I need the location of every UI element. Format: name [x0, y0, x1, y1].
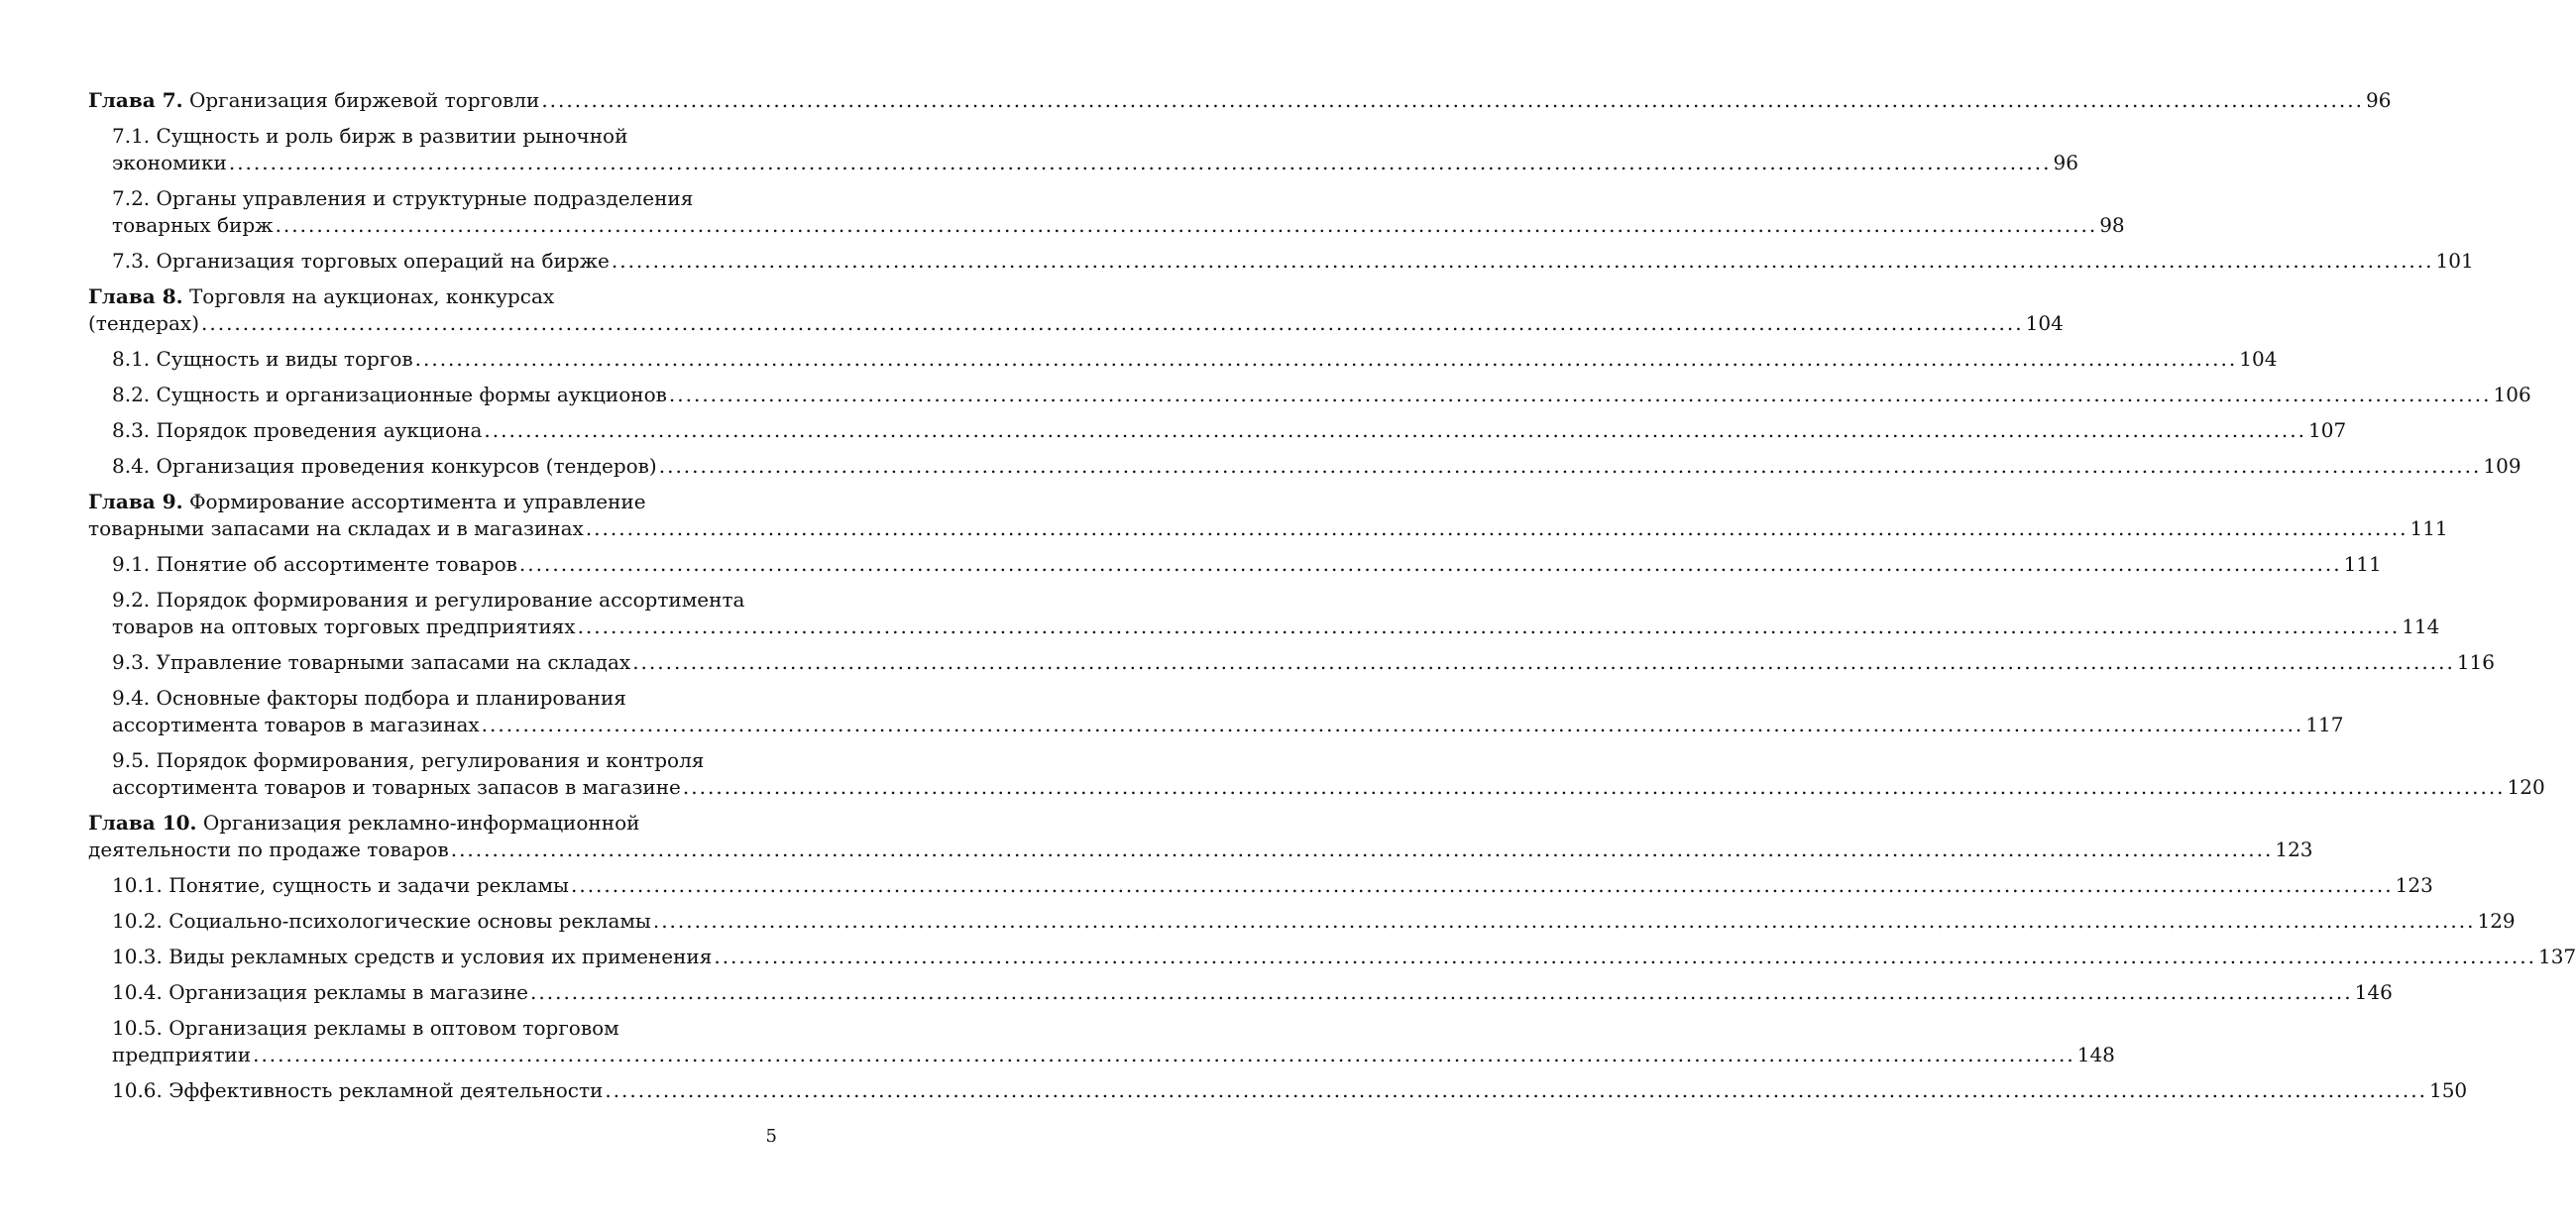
toc-entry-line	[112, 212, 2125, 239]
page-ref: 106	[2493, 383, 2531, 406]
toc-entry-line	[112, 747, 777, 774]
toc-section-entry	[88, 685, 2344, 738]
page-ref: 123	[2395, 873, 2433, 897]
page-ref: 101	[2435, 249, 2474, 273]
section-title: 8.1. Сущность и виды торгов	[112, 347, 413, 371]
page-ref: 107	[2308, 418, 2347, 442]
toc-entry-line	[112, 123, 777, 150]
toc-section-entry	[88, 649, 2496, 676]
dot-leader: ............................................................................................................................................................................................................................	[585, 516, 2408, 540]
section-title: 10.5. Организация рекламы в оптовом торговом	[112, 1016, 619, 1040]
chapter-label: Глава 9.	[88, 490, 183, 513]
chapter-title: (тендерах)	[88, 311, 199, 335]
page-ref: 148	[2076, 1043, 2115, 1066]
toc-section-entry	[88, 908, 2516, 935]
dot-leader: ............................................................................................................................................................................................................................	[253, 1043, 2075, 1066]
toc-chapter-entry	[88, 283, 2064, 337]
toc-section-entry	[88, 1077, 2468, 1104]
dot-leader: ............................................................................................................................................................................................................................	[652, 909, 2476, 933]
dot-leader: ............................................................................................................................................................................................................................	[414, 347, 2238, 371]
toc-section-entry	[88, 944, 2576, 970]
toc-entry-line	[112, 614, 2440, 640]
section-title: ассортимента товаров в магазинах	[112, 713, 480, 736]
page-ref: 114	[2402, 614, 2440, 638]
toc-entry-text	[112, 248, 610, 275]
dot-leader: ............................................................................................................................................................................................................................	[275, 213, 2098, 237]
chapter-label: Глава 10.	[88, 811, 197, 835]
section-title: 7.3. Организация торговых операций на бирже	[112, 249, 610, 273]
toc-entry-text	[112, 382, 667, 408]
toc-entry-line	[112, 685, 777, 712]
toc-entry-text	[112, 417, 482, 444]
toc-entry-line	[112, 587, 777, 614]
section-title: 8.4. Организация проведения конкурсов (тендеров)	[112, 454, 657, 478]
section-title: ассортимента товаров и товарных запасов в магазине	[112, 775, 681, 799]
page-ref: 98	[2099, 213, 2125, 237]
dot-leader: ............................................................................................................................................................................................................................	[450, 838, 2274, 861]
toc-section-entry	[88, 248, 2474, 275]
toc-entry-text	[112, 551, 517, 578]
section-title: товаров на оптовых торговых предприятиях	[112, 614, 576, 638]
toc-entry-line	[88, 87, 2392, 114]
section-title: 9.5. Порядок формирования, регулирования и контроля	[112, 748, 705, 772]
dot-leader: ............................................................................................................................................................................................................................	[611, 249, 2434, 273]
section-title: 10.3. Виды рекламных средств и условия их применения	[112, 945, 713, 968]
toc-entry-line	[112, 453, 2521, 480]
toc-entry-line	[112, 649, 2496, 676]
toc-section-entry	[88, 346, 2278, 373]
dot-leader: ............................................................................................................................................................................................................................	[201, 311, 2024, 335]
section-title: 10.4. Организация рекламы в магазине	[112, 980, 529, 1004]
toc-section-entry	[88, 453, 2521, 480]
toc-entry-text	[112, 979, 528, 1006]
page-ref: 117	[2305, 713, 2344, 736]
toc-entry-text	[88, 310, 199, 337]
toc-entry-text	[88, 515, 584, 542]
toc-entry-text	[112, 944, 712, 970]
dot-leader: ............................................................................................................................................................................................................................	[658, 454, 2482, 478]
dot-leader: ............................................................................................................................................................................................................................	[714, 945, 2536, 968]
chapter-title: товарными запасами на складах и в магазинах	[88, 516, 584, 540]
toc-section-entry	[88, 382, 2531, 408]
toc-section-entry	[88, 551, 2382, 578]
section-title: 9.2. Порядок формирования и регулирование ассортимента	[112, 588, 745, 612]
dot-leader: ............................................................................................................................................................................................................................	[570, 873, 2394, 897]
toc-entry-text	[112, 712, 480, 738]
toc-entry-text	[88, 87, 539, 114]
dot-leader: ............................................................................................................................................................................................................................	[228, 151, 2052, 174]
dot-leader: ............................................................................................................................................................................................................................	[541, 88, 2364, 112]
page-ref: 150	[2428, 1078, 2468, 1102]
toc-entry-line	[88, 515, 2448, 542]
toc-entry-line	[112, 417, 2347, 444]
toc-entry-text	[112, 150, 227, 176]
section-title: предприятии	[112, 1043, 252, 1066]
section-title: экономики	[112, 151, 227, 174]
toc-entry-line	[112, 774, 2545, 801]
chapter-title: Формирование ассортимента и управление	[188, 490, 646, 513]
toc-entry-text	[112, 908, 651, 935]
section-title: 8.3. Порядок проведения аукциона	[112, 418, 483, 442]
toc-entry-line	[112, 150, 2078, 176]
chapter-label: Глава 8.	[88, 284, 183, 308]
chapter-title: Торговля на аукционах, конкурсах	[188, 284, 555, 308]
page-number: 5	[765, 1126, 777, 1147]
toc-entry-line	[88, 283, 777, 310]
toc-entry-text	[112, 212, 274, 239]
page-ref: 146	[2354, 980, 2393, 1004]
toc-section-entry	[88, 979, 2393, 1006]
toc-entry-line	[112, 979, 2393, 1006]
toc-entry-line	[88, 489, 777, 515]
page-ref: 109	[2483, 454, 2521, 478]
toc-entry-text	[112, 614, 576, 640]
table-of-contents	[88, 87, 2576, 1104]
toc-entry-text	[88, 837, 449, 863]
toc-entry-line	[112, 346, 2278, 373]
section-title: товарных бирж	[112, 213, 274, 237]
toc-entry-text	[112, 346, 413, 373]
section-title: 7.1. Сущность и роль бирж в развитии рыночной	[112, 124, 628, 148]
section-title: 8.2. Сущность и организационные формы аукционов	[112, 383, 667, 406]
toc-entry-line	[112, 1077, 2468, 1104]
section-title: 10.1. Понятие, сущность и задачи рекламы	[112, 873, 569, 897]
toc-chapter-entry	[88, 87, 2392, 114]
dot-leader: ............................................................................................................................................................................................................................	[682, 775, 2506, 799]
page-ref: 129	[2477, 909, 2516, 933]
toc-entry-line	[112, 1042, 2115, 1068]
toc-entry-line	[112, 185, 777, 212]
toc-entry-line	[112, 248, 2474, 275]
toc-entry-line	[112, 1015, 777, 1042]
toc-entry-text	[112, 774, 681, 801]
toc-chapter-entry	[88, 489, 2448, 542]
section-title: 10.6. Эффективность рекламной деятельности	[112, 1078, 604, 1102]
toc-entry-text	[112, 453, 657, 480]
page-ref: 120	[2507, 775, 2545, 799]
toc-entry-text	[112, 1077, 603, 1104]
section-title: 9.4. Основные факторы подбора и планирования	[112, 686, 626, 710]
section-title: 9.3. Управление товарными запасами на складах	[112, 650, 631, 674]
dot-leader: ............................................................................................................................................................................................................................	[481, 713, 2304, 736]
dot-leader: ............................................................................................................................................................................................................................	[668, 383, 2492, 406]
toc-entry-line	[112, 908, 2516, 935]
toc-entry-line	[112, 551, 2382, 578]
toc-entry-text	[112, 1042, 251, 1068]
page-ref: 116	[2456, 650, 2496, 674]
toc-entry-text	[112, 872, 569, 899]
toc-section-entry	[88, 872, 2433, 899]
toc-entry-line	[112, 944, 2576, 970]
toc-section-entry	[88, 185, 2125, 239]
page-ref: 123	[2275, 838, 2313, 861]
toc-entry-text	[112, 649, 630, 676]
chapter-label: Глава 7.	[88, 88, 183, 112]
toc-entry-line	[112, 872, 2433, 899]
toc-entry-line	[88, 310, 2064, 337]
dot-leader: ............................................................................................................................................................................................................................	[605, 1078, 2427, 1102]
toc-section-entry	[88, 587, 2440, 640]
section-title: 7.2. Органы управления и структурные подразделения	[112, 186, 694, 210]
page-ref: 137	[2537, 945, 2576, 968]
dot-leader: ............................................................................................................................................................................................................................	[530, 980, 2353, 1004]
toc-entry-line	[112, 712, 2344, 738]
toc-section-entry	[88, 123, 2078, 176]
page-ref: 111	[2409, 516, 2448, 540]
toc-chapter-entry	[88, 810, 2313, 863]
toc-entry-line	[112, 382, 2531, 408]
page-ref: 104	[2025, 311, 2064, 335]
dot-leader: ............................................................................................................................................................................................................................	[577, 614, 2401, 638]
chapter-title: деятельности по продаже товаров	[88, 838, 449, 861]
page-ref: 96	[2053, 151, 2078, 174]
chapter-title: Организация биржевой торговли	[188, 88, 540, 112]
toc-entry-line	[88, 837, 2313, 863]
page-ref: 111	[2343, 552, 2382, 576]
dot-leader: ............................................................................................................................................................................................................................	[518, 552, 2342, 576]
chapter-title: Организация рекламно-информационной	[202, 811, 640, 835]
page-ref: 104	[2239, 347, 2278, 371]
dot-leader: ............................................................................................................................................................................................................................	[484, 418, 2307, 442]
dot-leader: ............................................................................................................................................................................................................................	[632, 650, 2455, 674]
toc-section-entry	[88, 1015, 2115, 1068]
toc-entry-line	[88, 810, 777, 837]
page-ref: 96	[2365, 88, 2392, 112]
toc-section-entry	[88, 417, 2347, 444]
section-title: 9.1. Понятие об ассортименте товаров	[112, 552, 517, 576]
toc-section-entry	[88, 747, 2545, 801]
section-title: 10.2. Социально-психологические основы рекламы	[112, 909, 651, 933]
